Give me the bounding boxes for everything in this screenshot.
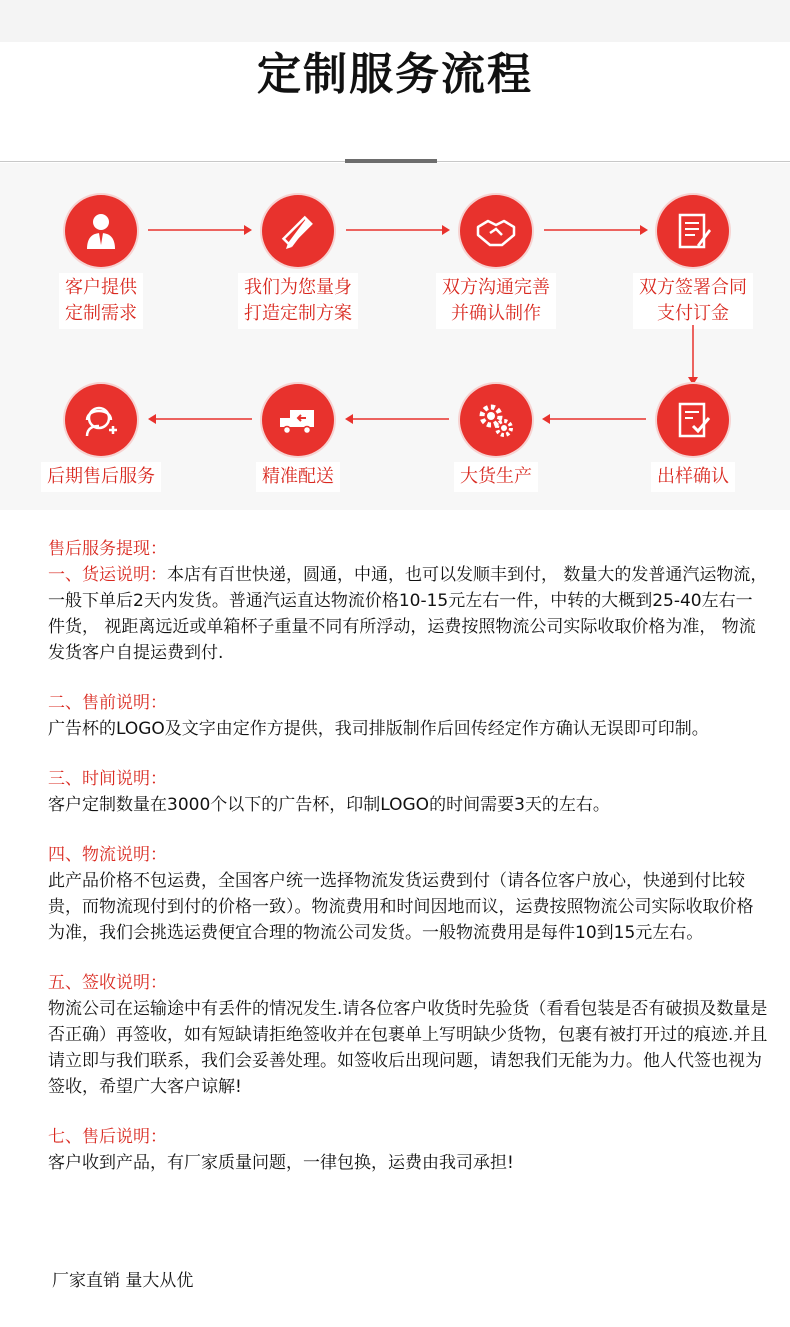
- contract-icon: [657, 195, 729, 267]
- arrow-down-icon: [687, 325, 699, 385]
- document-check-icon: [657, 384, 729, 456]
- handshake-icon: [460, 195, 532, 267]
- step-label: 客户提供 定制需求: [59, 273, 143, 329]
- note-pre-sale-title: 二、售前说明：: [48, 693, 167, 713]
- note-after-sales-text: 客户收到产品，有厂家质量问题，一律包换，运费由我司承担!: [48, 1153, 514, 1173]
- user-icon: [65, 195, 137, 267]
- step-after-sales: [16, 384, 186, 492]
- notes-section: [48, 536, 768, 1200]
- step-label: 我们为您量身 打造定制方案: [238, 273, 358, 329]
- note-logistics: [48, 842, 768, 946]
- step-customer-requirements: [16, 195, 186, 329]
- step-label: 双方签署合同 支付订金: [633, 273, 753, 329]
- gears-icon: [460, 384, 532, 456]
- step-label: 双方沟通完善 并确认制作: [436, 273, 556, 329]
- note-shipping: [48, 536, 768, 666]
- note-shipping-title: 一、货运说明：: [48, 565, 167, 585]
- note-logistics-text: 此产品价格不包运费，全国客户统一选择物流发货运费到付（请各位客户放心，快递到付比较贵，而物流现付到付的价格一致）。物流费用和时间因地而议，运费按照物流公司实际收取价格为准，我们会挑选运费便宜合理的物流公司发货。一般物流费用是每件10到15元左右。: [48, 871, 754, 943]
- footer-slogan: 厂家直销 量大从优: [52, 1271, 194, 1291]
- note-receipt-text: 物流公司在运输途中有丢件的情况发生.请各位客户收货时先验货（看看包装是否有破损及数量是否正确）再签收，如有短缺请拒绝签收并在包裹单上写明缺少货物，包裹有被打开过的痕迹.并且请立即与我们联系，我们会妥善处理。如签收后出现问题，请恕我们无能为力。他人代签也视为签收，希望广大客户谅解!: [48, 999, 768, 1097]
- note-pre-sale: [48, 690, 768, 742]
- delivery-truck-icon: [262, 384, 334, 456]
- note-logistics-title: 四、物流说明：: [48, 845, 167, 865]
- step-label: 出样确认: [651, 462, 735, 492]
- note-after-sales: [48, 1124, 768, 1176]
- note-receipt: [48, 970, 768, 1100]
- step-label: 精准配送: [256, 462, 340, 492]
- note-receipt-title: 五、签收说明：: [48, 973, 167, 993]
- page-title: 定制服务流程: [257, 49, 533, 100]
- top-band: [0, 0, 790, 42]
- step-label: 后期售后服务: [41, 462, 161, 492]
- note-shipping-text: 本店有百世快递，圆通，中通，也可以发顺丰到付， 数量大的发普通汽运物流，一般下单后2天内发货。普通汽运直达物流价格10-15元左右一件，中转的大概到25-40左右一件货， 视距离远近或单箱杯子重量不同有所浮动，运费按照物流公司实际收取价格为准， 物流发货客户自提运费到付.: [48, 565, 768, 663]
- step-sample-confirm: [608, 384, 778, 492]
- step-design-plan: [213, 195, 383, 329]
- step-label: 大货生产: [454, 462, 538, 492]
- step-confirm-production: [411, 195, 581, 329]
- ruler-pencil-icon: [262, 195, 334, 267]
- note-after-sales-title: 七、售后说明：: [48, 1127, 167, 1147]
- note-time-title: 三、时间说明：: [48, 769, 167, 789]
- step-mass-production: [411, 384, 581, 492]
- note-time: [48, 766, 768, 818]
- step-delivery: [213, 384, 383, 492]
- step-sign-contract: [608, 195, 778, 329]
- notes-intro: 售后服务提现：: [48, 539, 167, 559]
- customer-service-icon: [65, 384, 137, 456]
- note-pre-sale-text: 广告杯的LOGO及文字由定作方提供，我司排版制作后回传经定作方确认无误即可印制。: [48, 719, 709, 739]
- note-time-text: 客户定制数量在3000个以下的广告杯，印制LOGO的时间需要3天的左右。: [48, 795, 610, 815]
- process-flow: [0, 163, 790, 510]
